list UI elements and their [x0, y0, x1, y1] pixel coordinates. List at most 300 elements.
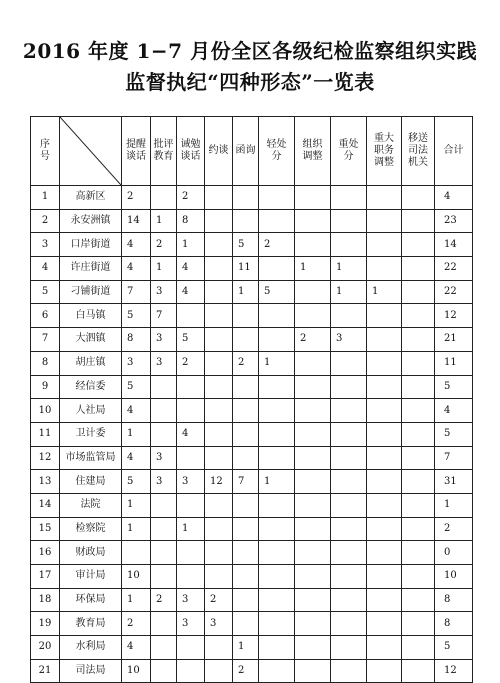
cell-transfer-to-judicial — [402, 636, 435, 660]
table-row — [31, 588, 473, 612]
cell-light-punishment — [259, 422, 295, 446]
cell-criticism-education — [151, 375, 177, 399]
row-number: 10 — [31, 399, 60, 423]
cell-total: 31 — [435, 470, 473, 494]
cell-heavy-punishment — [331, 446, 367, 470]
cell-letter-inquiry — [233, 375, 259, 399]
cell-major-position-adjustment — [367, 422, 402, 446]
cell-org-adjustment — [295, 470, 331, 494]
document-title-line-2: 监督执纪“四种形态”一览表 — [125, 70, 375, 94]
cell-heavy-punishment — [331, 422, 367, 446]
cell-transfer-to-judicial — [402, 209, 435, 233]
unit-name: 刁铺街道 — [60, 280, 122, 304]
header-text-line: 提醒 — [126, 139, 146, 150]
table-row — [31, 446, 473, 470]
header-transfer-to-judicial — [402, 117, 435, 186]
header-text-line: 组织 — [302, 139, 323, 150]
cell-reminder-talk: 4 — [122, 446, 151, 470]
unit-name: 司法局 — [60, 659, 122, 683]
cell-criticism-education: 3 — [151, 280, 177, 304]
cell-admonition-talk — [177, 304, 205, 328]
unit-name: 环保局 — [60, 588, 122, 612]
table-row — [31, 186, 473, 210]
cell-letter-inquiry: 7 — [233, 470, 259, 494]
cell-reminder-talk — [122, 541, 151, 565]
unit-name: 教育局 — [60, 612, 122, 636]
cell-transfer-to-judicial — [402, 399, 435, 423]
cell-major-position-adjustment: 1 — [367, 280, 402, 304]
cell-major-position-adjustment — [367, 541, 402, 565]
row-number: 8 — [31, 351, 60, 375]
cell-admonition-talk: 2 — [177, 351, 205, 375]
header-text-line: 职务 — [374, 145, 394, 156]
cell-admonition-talk: 4 — [177, 422, 205, 446]
cell-interview: 3 — [205, 612, 233, 636]
cell-reminder-talk: 1 — [122, 588, 151, 612]
cell-transfer-to-judicial — [402, 493, 435, 517]
cell-criticism-education: 2 — [151, 233, 177, 257]
cell-light-punishment — [259, 186, 295, 210]
row-number: 1 — [31, 186, 60, 210]
cell-criticism-education: 3 — [151, 351, 177, 375]
unit-name: 白马镇 — [60, 304, 122, 328]
cell-reminder-talk: 10 — [122, 565, 151, 589]
unit-name: 高新区 — [60, 186, 122, 210]
cell-light-punishment — [259, 375, 295, 399]
cell-transfer-to-judicial — [402, 588, 435, 612]
cell-reminder-talk: 4 — [122, 636, 151, 660]
cell-interview: 2 — [205, 588, 233, 612]
unit-name: 永安洲镇 — [60, 209, 122, 233]
cell-org-adjustment — [295, 399, 331, 423]
unit-name: 住建局 — [60, 470, 122, 494]
cell-total: 1 — [435, 493, 473, 517]
header-text-line: 移送 — [408, 133, 428, 144]
cell-admonition-talk: 5 — [177, 328, 205, 352]
cell-criticism-education: 1 — [151, 257, 177, 281]
cell-interview — [205, 328, 233, 352]
cell-transfer-to-judicial — [402, 659, 435, 683]
header-text-line: 司法 — [408, 145, 428, 156]
row-number: 6 — [31, 304, 60, 328]
cell-total: 0 — [435, 541, 473, 565]
cell-criticism-education: 2 — [151, 588, 177, 612]
cell-light-punishment — [259, 636, 295, 660]
cell-heavy-punishment — [331, 375, 367, 399]
cell-org-adjustment — [295, 636, 331, 660]
table-row — [31, 233, 473, 257]
cell-light-punishment — [259, 659, 295, 683]
cell-total: 12 — [435, 659, 473, 683]
cell-org-adjustment — [295, 422, 331, 446]
cell-major-position-adjustment — [367, 304, 402, 328]
unit-name: 人社局 — [60, 399, 122, 423]
cell-letter-inquiry — [233, 565, 259, 589]
cell-interview — [205, 351, 233, 375]
cell-transfer-to-judicial — [402, 186, 435, 210]
cell-heavy-punishment — [331, 659, 367, 683]
header-text-line: 合计 — [443, 145, 464, 156]
cell-heavy-punishment — [331, 186, 367, 210]
cell-org-adjustment — [295, 375, 331, 399]
row-number: 17 — [31, 565, 60, 589]
cell-light-punishment: 5 — [259, 280, 295, 304]
header-text-line: 谈话 — [180, 151, 201, 162]
cell-letter-inquiry — [233, 209, 259, 233]
cell-criticism-education — [151, 659, 177, 683]
cell-reminder-talk: 14 — [122, 209, 151, 233]
cell-transfer-to-judicial — [402, 517, 435, 541]
row-number: 13 — [31, 470, 60, 494]
unit-name: 财政局 — [60, 541, 122, 565]
cell-reminder-talk: 3 — [122, 351, 151, 375]
cell-criticism-education — [151, 493, 177, 517]
cell-interview — [205, 375, 233, 399]
cell-criticism-education — [151, 541, 177, 565]
cell-interview — [205, 541, 233, 565]
header-text-line: 诫勉 — [180, 139, 201, 150]
cell-criticism-education — [151, 565, 177, 589]
cell-total: 11 — [435, 351, 473, 375]
header-text-line: 分 — [343, 151, 354, 162]
header-text-line: 调整 — [374, 157, 394, 168]
cell-light-punishment — [259, 493, 295, 517]
cell-letter-inquiry — [233, 493, 259, 517]
cell-org-adjustment — [295, 233, 331, 257]
cell-heavy-punishment — [331, 565, 367, 589]
cell-criticism-education: 1 — [151, 209, 177, 233]
cell-interview — [205, 257, 233, 281]
cell-major-position-adjustment — [367, 233, 402, 257]
header-total — [435, 117, 473, 186]
table-row — [31, 565, 473, 589]
cell-major-position-adjustment — [367, 517, 402, 541]
cell-major-position-adjustment — [367, 588, 402, 612]
cell-interview — [205, 399, 233, 423]
cell-criticism-education — [151, 422, 177, 446]
cell-admonition-talk: 2 — [177, 186, 205, 210]
cell-total: 4 — [435, 186, 473, 210]
cell-major-position-adjustment — [367, 186, 402, 210]
header-text-line: 调整 — [302, 151, 323, 162]
unit-name: 检察院 — [60, 517, 122, 541]
table-row — [31, 636, 473, 660]
table-row — [31, 280, 473, 304]
cell-admonition-talk — [177, 493, 205, 517]
cell-heavy-punishment — [331, 209, 367, 233]
cell-interview — [205, 517, 233, 541]
cell-interview — [205, 209, 233, 233]
unit-name: 许庄街道 — [60, 257, 122, 281]
header-text-line: 重大 — [374, 133, 394, 144]
cell-major-position-adjustment — [367, 446, 402, 470]
cell-total: 5 — [435, 375, 473, 399]
cell-criticism-education — [151, 517, 177, 541]
cell-org-adjustment — [295, 541, 331, 565]
cell-total: 4 — [435, 399, 473, 423]
cell-reminder-talk: 5 — [122, 470, 151, 494]
cell-letter-inquiry: 11 — [233, 257, 259, 281]
header-text-line: 谈话 — [126, 151, 146, 162]
cell-org-adjustment — [295, 659, 331, 683]
cell-interview: 12 — [205, 470, 233, 494]
table-body — [31, 186, 473, 683]
header-heavy-punishment — [331, 117, 367, 186]
cell-reminder-talk: 8 — [122, 328, 151, 352]
table-row — [31, 257, 473, 281]
diagonal-line — [60, 117, 121, 185]
row-number: 19 — [31, 612, 60, 636]
cell-org-adjustment — [295, 612, 331, 636]
cell-admonition-talk: 1 — [177, 233, 205, 257]
cell-letter-inquiry — [233, 422, 259, 446]
cell-reminder-talk: 5 — [122, 304, 151, 328]
cell-light-punishment — [259, 517, 295, 541]
cell-major-position-adjustment — [367, 659, 402, 683]
cell-org-adjustment: 2 — [295, 328, 331, 352]
cell-heavy-punishment: 3 — [331, 328, 367, 352]
row-number: 11 — [31, 422, 60, 446]
cell-light-punishment — [259, 328, 295, 352]
header-text-line: 教育 — [153, 151, 174, 162]
cell-interview — [205, 280, 233, 304]
cell-admonition-talk — [177, 659, 205, 683]
cell-total: 8 — [435, 588, 473, 612]
cell-heavy-punishment: 1 — [331, 280, 367, 304]
table-row — [31, 375, 473, 399]
cell-light-punishment — [259, 399, 295, 423]
cell-transfer-to-judicial — [402, 422, 435, 446]
cell-criticism-education — [151, 399, 177, 423]
unit-name: 审计局 — [60, 565, 122, 589]
header-text-line: 轻处 — [266, 139, 287, 150]
cell-light-punishment — [259, 209, 295, 233]
cell-criticism-education: 7 — [151, 304, 177, 328]
cell-total: 14 — [435, 233, 473, 257]
cell-org-adjustment — [295, 493, 331, 517]
cell-interview — [205, 446, 233, 470]
document-title-line-1: 2016 年度 1−7 月份全区各级纪检监察组织实践 — [22, 39, 478, 63]
cell-reminder-talk: 4 — [122, 233, 151, 257]
table-row — [31, 422, 473, 446]
header-text-line: 函询 — [235, 145, 256, 156]
cell-light-punishment — [259, 446, 295, 470]
header-criticism-education — [151, 117, 177, 186]
cell-interview — [205, 233, 233, 257]
row-number: 18 — [31, 588, 60, 612]
unit-name: 市场监管局 — [60, 446, 122, 470]
table-row — [31, 541, 473, 565]
row-number: 12 — [31, 446, 60, 470]
cell-transfer-to-judicial — [402, 541, 435, 565]
cell-transfer-to-judicial — [402, 470, 435, 494]
cell-reminder-talk: 10 — [122, 659, 151, 683]
cell-heavy-punishment — [331, 612, 367, 636]
cell-heavy-punishment — [331, 470, 367, 494]
cell-light-punishment — [259, 612, 295, 636]
cell-reminder-talk: 4 — [122, 257, 151, 281]
header-text-line: 重处 — [338, 139, 359, 150]
unit-name: 口岸街道 — [60, 233, 122, 257]
cell-letter-inquiry — [233, 588, 259, 612]
row-number: 9 — [31, 375, 60, 399]
cell-letter-inquiry — [233, 304, 259, 328]
row-number: 20 — [31, 636, 60, 660]
cell-admonition-talk: 4 — [177, 280, 205, 304]
cell-total: 21 — [435, 328, 473, 352]
row-number: 15 — [31, 517, 60, 541]
table-row — [31, 517, 473, 541]
four-forms-table — [30, 116, 473, 683]
cell-heavy-punishment — [331, 517, 367, 541]
cell-admonition-talk: 3 — [177, 612, 205, 636]
row-number: 2 — [31, 209, 60, 233]
cell-total: 5 — [435, 636, 473, 660]
cell-org-adjustment: 1 — [295, 257, 331, 281]
header-light-punishment — [259, 117, 295, 186]
cell-criticism-education — [151, 186, 177, 210]
header-text-line: 号 — [40, 151, 50, 162]
header-text-line: 分 — [271, 151, 282, 162]
cell-major-position-adjustment — [367, 399, 402, 423]
cell-org-adjustment — [295, 588, 331, 612]
cell-reminder-talk: 2 — [122, 186, 151, 210]
cell-org-adjustment — [295, 517, 331, 541]
unit-name: 水利局 — [60, 636, 122, 660]
row-number: 16 — [31, 541, 60, 565]
cell-total: 2 — [435, 517, 473, 541]
header-serial — [31, 117, 60, 186]
cell-transfer-to-judicial — [402, 328, 435, 352]
cell-heavy-punishment — [331, 233, 367, 257]
cell-reminder-talk: 1 — [122, 422, 151, 446]
table-row — [31, 612, 473, 636]
cell-total: 22 — [435, 280, 473, 304]
cell-heavy-punishment — [331, 304, 367, 328]
cell-org-adjustment — [295, 565, 331, 589]
unit-name: 经信委 — [60, 375, 122, 399]
header-admonition-talk — [177, 117, 205, 186]
cell-org-adjustment — [295, 446, 331, 470]
table-row — [31, 399, 473, 423]
cell-major-position-adjustment — [367, 470, 402, 494]
cell-transfer-to-judicial — [402, 280, 435, 304]
cell-interview — [205, 186, 233, 210]
table-row — [31, 328, 473, 352]
cell-reminder-talk: 2 — [122, 612, 151, 636]
cell-admonition-talk: 3 — [177, 470, 205, 494]
row-number: 14 — [31, 493, 60, 517]
cell-letter-inquiry — [233, 399, 259, 423]
cell-heavy-punishment: 1 — [331, 257, 367, 281]
cell-light-punishment — [259, 304, 295, 328]
table-row — [31, 470, 473, 494]
cell-interview — [205, 636, 233, 660]
cell-reminder-talk: 4 — [122, 399, 151, 423]
row-number: 5 — [31, 280, 60, 304]
cell-transfer-to-judicial — [402, 304, 435, 328]
cell-letter-inquiry — [233, 186, 259, 210]
cell-letter-inquiry: 5 — [233, 233, 259, 257]
cell-reminder-talk: 1 — [122, 517, 151, 541]
header-text-line: 约谈 — [208, 145, 229, 156]
cell-major-position-adjustment — [367, 636, 402, 660]
header-diagonal-cell — [60, 117, 122, 186]
cell-heavy-punishment — [331, 351, 367, 375]
header-reminder-talk — [122, 117, 151, 186]
header-text-line: 机关 — [408, 157, 428, 168]
cell-major-position-adjustment — [367, 328, 402, 352]
cell-total: 7 — [435, 446, 473, 470]
cell-total: 8 — [435, 612, 473, 636]
cell-interview — [205, 659, 233, 683]
cell-admonition-talk — [177, 636, 205, 660]
cell-admonition-talk: 8 — [177, 209, 205, 233]
cell-transfer-to-judicial — [402, 446, 435, 470]
table-row — [31, 209, 473, 233]
unit-name: 卫计委 — [60, 422, 122, 446]
cell-heavy-punishment — [331, 588, 367, 612]
cell-org-adjustment — [295, 304, 331, 328]
cell-org-adjustment — [295, 351, 331, 375]
cell-interview — [205, 493, 233, 517]
row-number: 21 — [31, 659, 60, 683]
cell-letter-inquiry — [233, 328, 259, 352]
cell-letter-inquiry: 1 — [233, 280, 259, 304]
cell-org-adjustment — [295, 209, 331, 233]
cell-light-punishment — [259, 565, 295, 589]
unit-name: 胡庄镇 — [60, 351, 122, 375]
header-letter-inquiry — [233, 117, 259, 186]
cell-letter-inquiry: 1 — [233, 636, 259, 660]
cell-heavy-punishment — [331, 636, 367, 660]
cell-criticism-education — [151, 636, 177, 660]
cell-reminder-talk: 5 — [122, 375, 151, 399]
cell-heavy-punishment — [331, 399, 367, 423]
table-row — [31, 659, 473, 683]
cell-light-punishment: 1 — [259, 470, 295, 494]
cell-admonition-talk — [177, 541, 205, 565]
header-interview — [205, 117, 233, 186]
cell-heavy-punishment — [331, 493, 367, 517]
cell-criticism-education: 3 — [151, 328, 177, 352]
cell-light-punishment: 2 — [259, 233, 295, 257]
cell-admonition-talk — [177, 375, 205, 399]
cell-admonition-talk — [177, 565, 205, 589]
cell-org-adjustment — [295, 280, 331, 304]
cell-transfer-to-judicial — [402, 375, 435, 399]
cell-major-position-adjustment — [367, 375, 402, 399]
cell-transfer-to-judicial — [402, 257, 435, 281]
header-row — [31, 117, 473, 186]
cell-interview — [205, 565, 233, 589]
header-text-line: 批评 — [153, 139, 174, 150]
cell-interview — [205, 304, 233, 328]
cell-major-position-adjustment — [367, 351, 402, 375]
cell-transfer-to-judicial — [402, 565, 435, 589]
cell-light-punishment: 1 — [259, 351, 295, 375]
cell-major-position-adjustment — [367, 493, 402, 517]
table-row — [31, 493, 473, 517]
cell-transfer-to-judicial — [402, 612, 435, 636]
table-row — [31, 304, 473, 328]
unit-name: 大泗镇 — [60, 328, 122, 352]
cell-admonition-talk — [177, 399, 205, 423]
cell-admonition-talk: 3 — [177, 588, 205, 612]
cell-letter-inquiry — [233, 446, 259, 470]
header-org-adjustment — [295, 117, 331, 186]
cell-letter-inquiry: 2 — [233, 351, 259, 375]
